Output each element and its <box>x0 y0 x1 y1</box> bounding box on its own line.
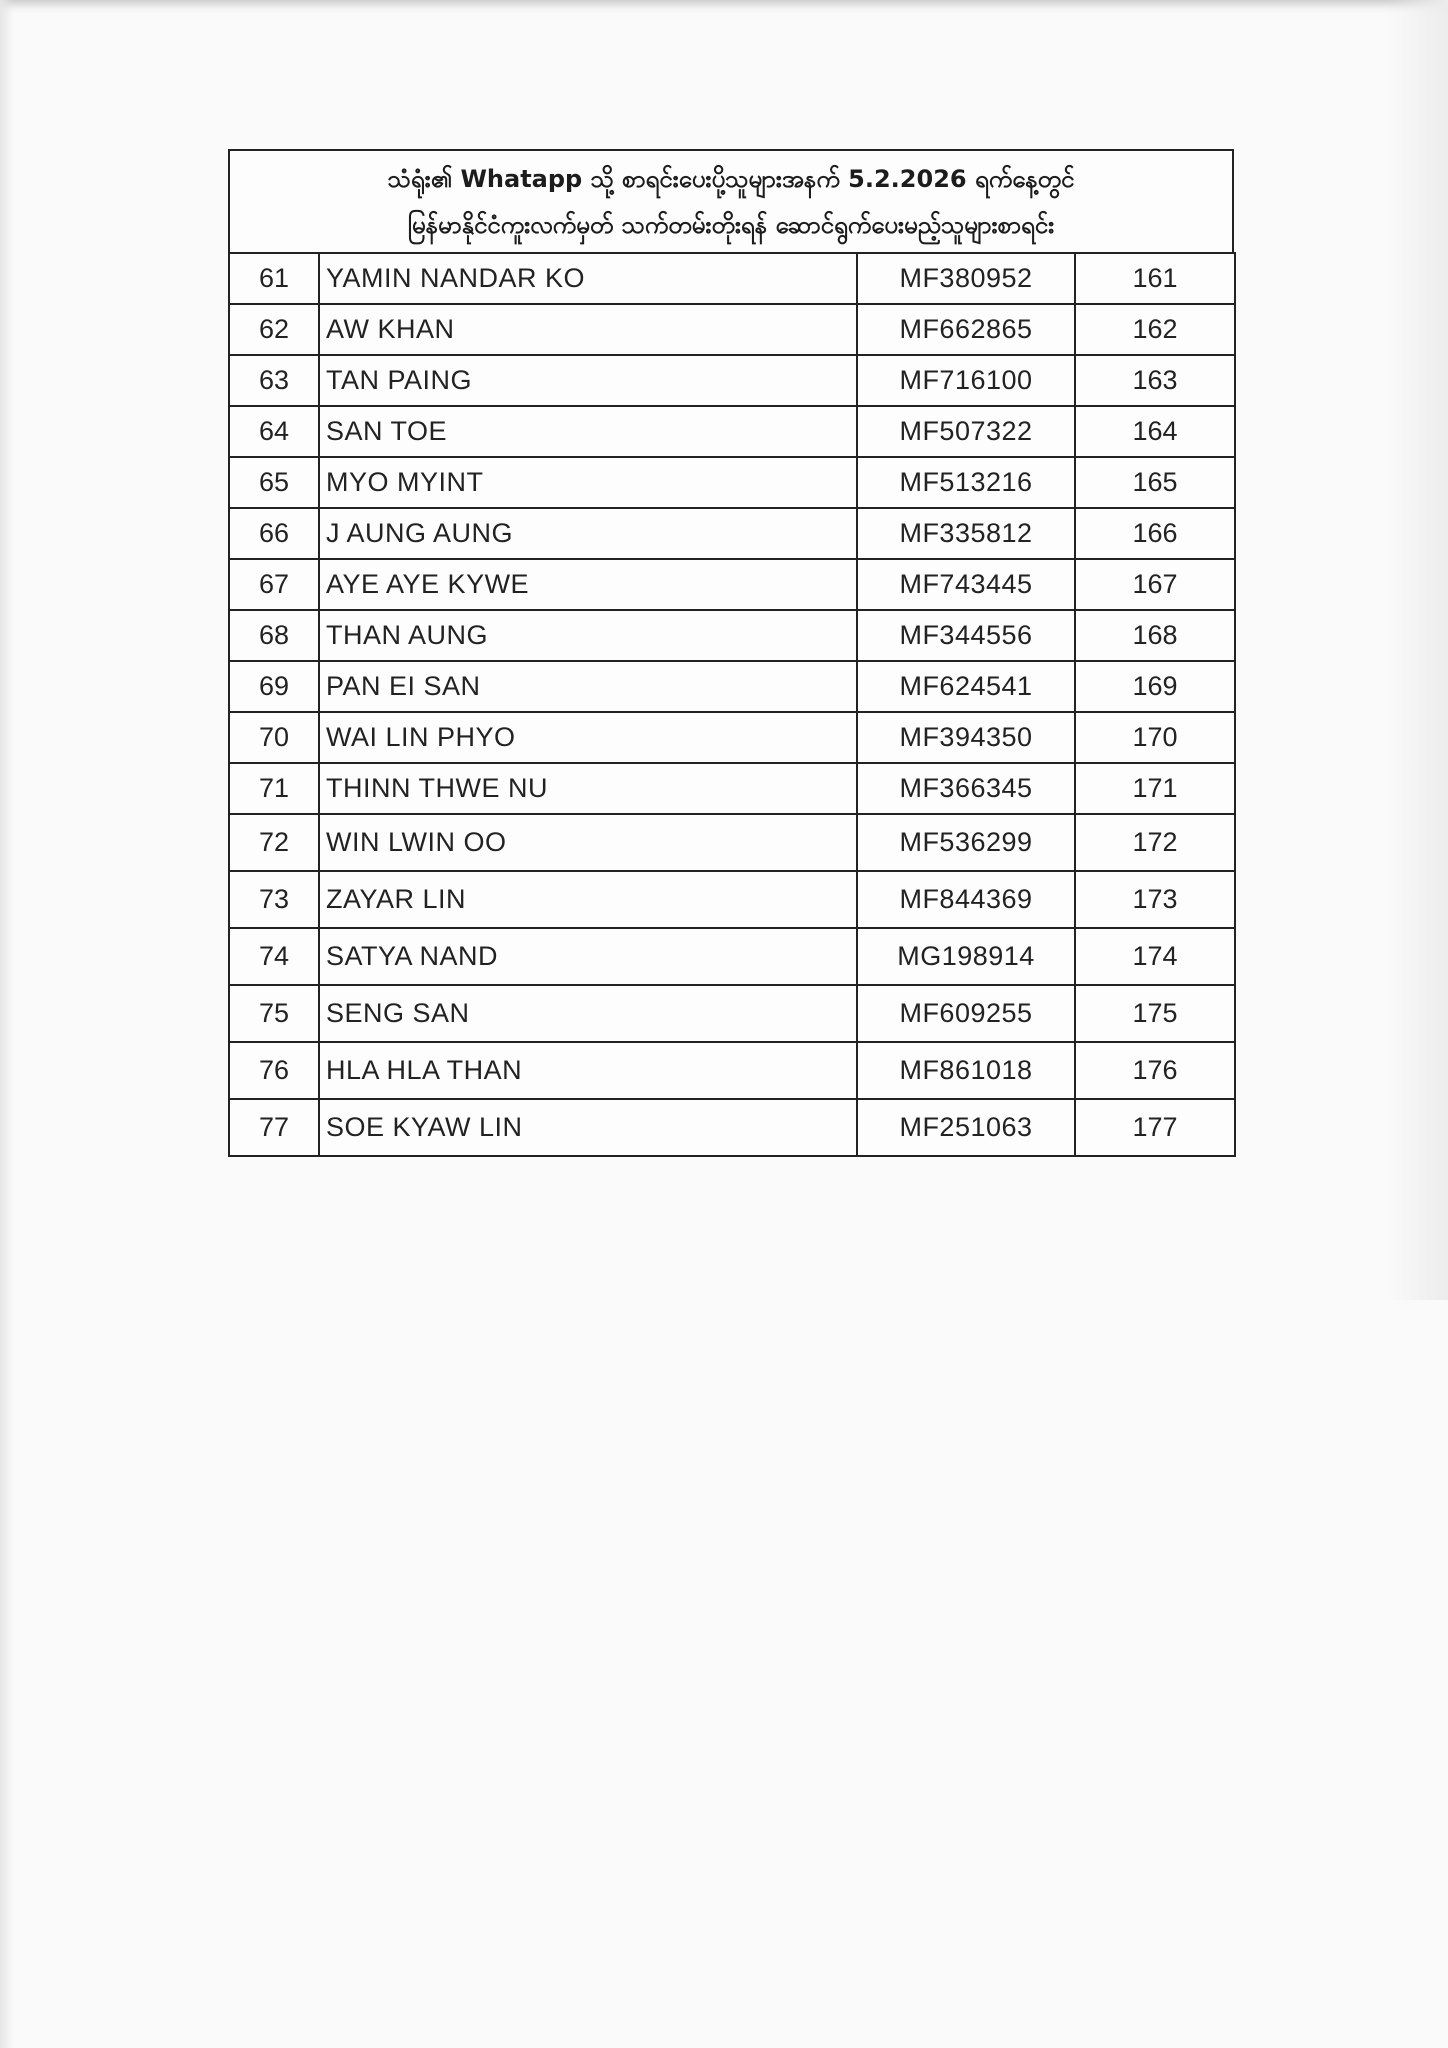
row-number: 64 <box>229 406 319 457</box>
table-row <box>229 559 1235 610</box>
passport-number: MF536299 <box>857 814 1075 871</box>
header-line-2: မြန်မာနိုင်ငံကူးလက်မှတ် သက်တမ်းတိုးရန် ဆောင်ရွက်ပေးမည့်သူများစာရင်း <box>407 210 1055 239</box>
table-row <box>229 508 1235 559</box>
row-number: 66 <box>229 508 319 559</box>
queue-number: 161 <box>1075 253 1235 304</box>
applicant-name: AYE AYE KYWE <box>319 559 857 610</box>
table-row <box>229 253 1235 304</box>
row-number: 61 <box>229 253 319 304</box>
row-number: 70 <box>229 712 319 763</box>
queue-number: 177 <box>1075 1099 1235 1156</box>
queue-number: 172 <box>1075 814 1235 871</box>
passport-number: MF662865 <box>857 304 1075 355</box>
table-row <box>229 763 1235 814</box>
queue-number: 163 <box>1075 355 1235 406</box>
queue-number: 164 <box>1075 406 1235 457</box>
header-line-1: သံရုံး၏ Whatapp သို့ စာရင်းပေးပို့သူများအနက် 5.2.2026 ရက်နေ့တွင် <box>387 164 1075 193</box>
queue-number: 169 <box>1075 661 1235 712</box>
applicant-name: YAMIN NANDAR KO <box>319 253 857 304</box>
appointment-list <box>228 149 1238 1157</box>
applicant-name: SAN TOE <box>319 406 857 457</box>
table-row <box>229 355 1235 406</box>
passport-number: MF251063 <box>857 1099 1075 1156</box>
passport-number: MF335812 <box>857 508 1075 559</box>
passport-number: MF366345 <box>857 763 1075 814</box>
passport-number: MF844369 <box>857 871 1075 928</box>
queue-number: 168 <box>1075 610 1235 661</box>
row-number: 73 <box>229 871 319 928</box>
queue-number: 166 <box>1075 508 1235 559</box>
table-row <box>229 1099 1235 1156</box>
applicant-name: PAN EI SAN <box>319 661 857 712</box>
passport-number: MG198914 <box>857 928 1075 985</box>
table-row <box>229 814 1235 871</box>
passport-number: MF624541 <box>857 661 1075 712</box>
applicant-name: SENG SAN <box>319 985 857 1042</box>
passport-number: MF394350 <box>857 712 1075 763</box>
row-number: 69 <box>229 661 319 712</box>
list-header <box>228 149 1234 252</box>
scan-edge-left <box>0 0 14 2048</box>
applicant-name: SOE KYAW LIN <box>319 1099 857 1156</box>
row-number: 74 <box>229 928 319 985</box>
row-number: 76 <box>229 1042 319 1099</box>
table-row <box>229 871 1235 928</box>
applicant-name: WIN LWIN OO <box>319 814 857 871</box>
row-number: 71 <box>229 763 319 814</box>
passport-number: MF861018 <box>857 1042 1075 1099</box>
applicant-name: MYO MYINT <box>319 457 857 508</box>
scan-edge-right <box>1388 0 1448 1300</box>
row-number: 75 <box>229 985 319 1042</box>
row-number: 67 <box>229 559 319 610</box>
passport-number: MF344556 <box>857 610 1075 661</box>
applicant-name: AW KHAN <box>319 304 857 355</box>
passport-number: MF609255 <box>857 985 1075 1042</box>
queue-number: 165 <box>1075 457 1235 508</box>
passport-number: MF513216 <box>857 457 1075 508</box>
queue-number: 173 <box>1075 871 1235 928</box>
applicant-name: TAN PAING <box>319 355 857 406</box>
row-number: 68 <box>229 610 319 661</box>
table-row <box>229 661 1235 712</box>
queue-number: 171 <box>1075 763 1235 814</box>
table-row <box>229 985 1235 1042</box>
applicant-table <box>228 252 1236 1157</box>
applicant-name: THAN AUNG <box>319 610 857 661</box>
table-row <box>229 1042 1235 1099</box>
queue-number: 175 <box>1075 985 1235 1042</box>
applicant-name: THINN THWE NU <box>319 763 857 814</box>
row-number: 77 <box>229 1099 319 1156</box>
row-number: 72 <box>229 814 319 871</box>
passport-number: MF507322 <box>857 406 1075 457</box>
row-number: 62 <box>229 304 319 355</box>
queue-number: 170 <box>1075 712 1235 763</box>
queue-number: 174 <box>1075 928 1235 985</box>
table-row <box>229 928 1235 985</box>
applicant-name: J AUNG AUNG <box>319 508 857 559</box>
applicant-name: WAI LIN PHYO <box>319 712 857 763</box>
queue-number: 162 <box>1075 304 1235 355</box>
table-row <box>229 610 1235 661</box>
applicant-name: SATYA NAND <box>319 928 857 985</box>
passport-number: MF380952 <box>857 253 1075 304</box>
table-row <box>229 304 1235 355</box>
table-row <box>229 457 1235 508</box>
table-row <box>229 712 1235 763</box>
table-row <box>229 406 1235 457</box>
row-number: 65 <box>229 457 319 508</box>
passport-number: MF716100 <box>857 355 1075 406</box>
applicant-name: ZAYAR LIN <box>319 871 857 928</box>
scan-edge-top <box>0 0 1448 14</box>
applicant-name: HLA HLA THAN <box>319 1042 857 1099</box>
row-number: 63 <box>229 355 319 406</box>
queue-number: 176 <box>1075 1042 1235 1099</box>
passport-number: MF743445 <box>857 559 1075 610</box>
queue-number: 167 <box>1075 559 1235 610</box>
